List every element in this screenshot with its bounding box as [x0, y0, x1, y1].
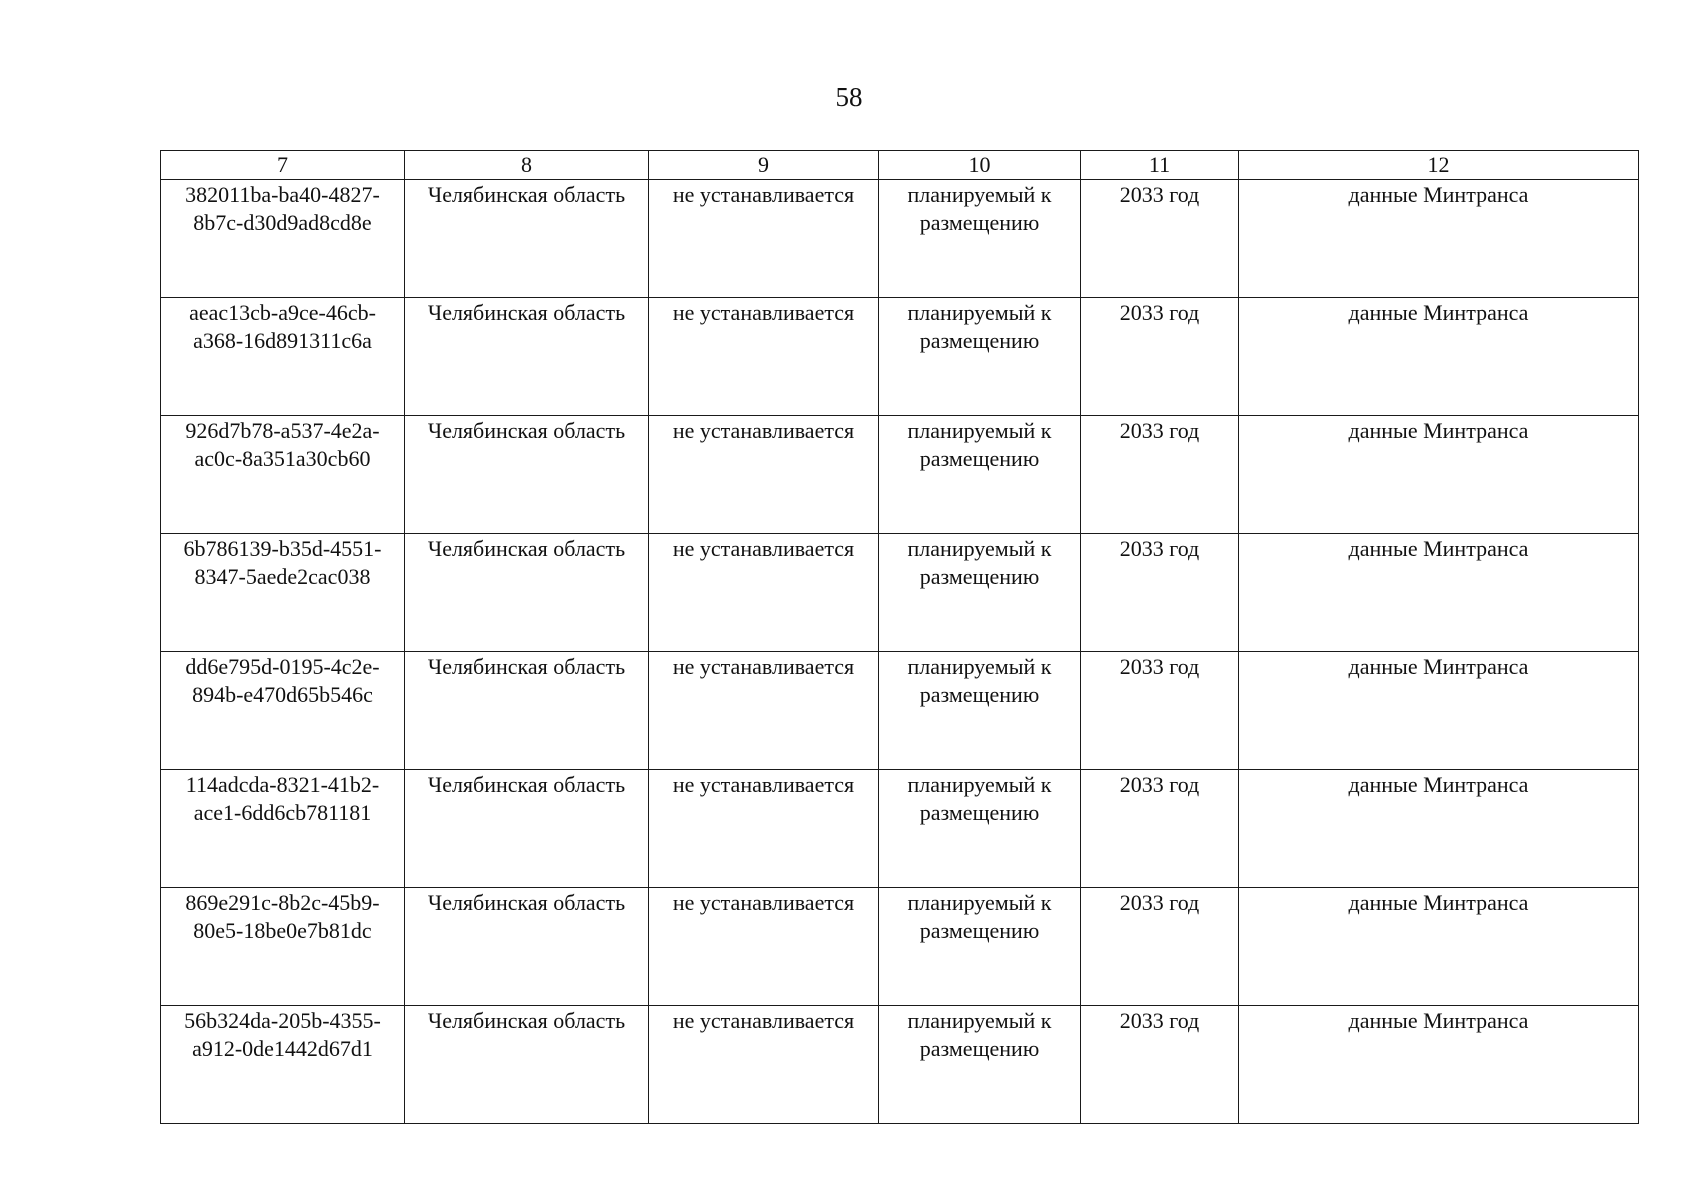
source-cell: [1239, 888, 1639, 1006]
significance: не устанавливается: [672, 772, 855, 797]
source-cell: [1239, 534, 1639, 652]
region-cell: [405, 180, 649, 298]
significance: не устанавливается: [672, 1008, 855, 1033]
object-id-cell: [161, 416, 405, 534]
object-id-cell: [161, 652, 405, 770]
status: планируемый к размещению: [907, 300, 1052, 353]
table-row: [161, 416, 1639, 534]
region-cell: [405, 1006, 649, 1124]
source: данные Минтранса: [1348, 182, 1529, 207]
column-header: 7: [161, 151, 405, 180]
object-id: 56b324da-205b-4355- a912-0de1442d67d1: [184, 1008, 381, 1061]
object-id: 926d7b78-a537-4e2a- ac0c-8a351a30cb60: [185, 418, 380, 471]
source-cell: [1239, 298, 1639, 416]
significance: не устанавливается: [672, 418, 855, 443]
significance-cell: [649, 298, 879, 416]
object-id: 6b786139-b35d-4551- 8347-5aede2cac038: [183, 536, 382, 589]
status-cell: [879, 298, 1081, 416]
status-cell: [879, 534, 1081, 652]
year-cell: [1081, 652, 1239, 770]
year: 2033 год: [1119, 654, 1200, 679]
object-id-cell: [161, 770, 405, 888]
year-cell: [1081, 534, 1239, 652]
object-id: 114adcda-8321-41b2- ace1-6dd6cb781181: [185, 772, 380, 825]
source: данные Минтранса: [1348, 1008, 1529, 1033]
region: Челябинская область: [427, 182, 626, 207]
source: данные Минтранса: [1348, 890, 1529, 915]
significance-cell: [649, 416, 879, 534]
year: 2033 год: [1119, 1008, 1200, 1033]
status-cell: [879, 1006, 1081, 1124]
year-cell: [1081, 1006, 1239, 1124]
year: 2033 год: [1119, 536, 1200, 561]
page-number: 58: [835, 82, 863, 112]
region: Челябинская область: [427, 772, 626, 797]
object-id: dd6e795d-0195-4c2e- 894b-e470d65b546c: [185, 654, 380, 707]
significance-cell: [649, 534, 879, 652]
region: Челябинская область: [427, 418, 626, 443]
significance: не устанавливается: [672, 182, 855, 207]
source-cell: [1239, 416, 1639, 534]
region-cell: [405, 416, 649, 534]
column-number-row: [161, 151, 1639, 180]
region-cell: [405, 652, 649, 770]
table-row: [161, 888, 1639, 1006]
region-cell: [405, 888, 649, 1006]
significance-cell: [649, 770, 879, 888]
significance: не устанавливается: [672, 890, 855, 915]
status: планируемый к размещению: [907, 536, 1052, 589]
region: Челябинская область: [427, 654, 626, 679]
column-header: 8: [405, 151, 649, 180]
region: Челябинская область: [427, 536, 626, 561]
source-cell: [1239, 770, 1639, 888]
year-cell: [1081, 416, 1239, 534]
column-header: 10: [879, 151, 1081, 180]
source: данные Минтранса: [1348, 772, 1529, 797]
status: планируемый к размещению: [907, 418, 1052, 471]
status: планируемый к размещению: [907, 890, 1052, 943]
significance-cell: [649, 180, 879, 298]
column-header: 12: [1239, 151, 1639, 180]
status: планируемый к размещению: [907, 654, 1052, 707]
year: 2033 год: [1119, 890, 1200, 915]
source: данные Минтранса: [1348, 654, 1529, 679]
status-cell: [879, 770, 1081, 888]
significance: не устанавливается: [672, 536, 855, 561]
year-cell: [1081, 180, 1239, 298]
object-id-cell: [161, 298, 405, 416]
status-cell: [879, 416, 1081, 534]
table-row: [161, 770, 1639, 888]
year-cell: [1081, 888, 1239, 1006]
significance: не устанавливается: [672, 300, 855, 325]
status: планируемый к размещению: [907, 772, 1052, 825]
status: планируемый к размещению: [907, 1008, 1052, 1061]
source: данные Минтранса: [1348, 300, 1529, 325]
object-id: 382011ba-ba40-4827- 8b7c-d30d9ad8cd8e: [185, 182, 380, 235]
region: Челябинская область: [427, 300, 626, 325]
status-cell: [879, 652, 1081, 770]
significance-cell: [649, 1006, 879, 1124]
column-header: 11: [1081, 151, 1239, 180]
region-cell: [405, 298, 649, 416]
year-cell: [1081, 298, 1239, 416]
status-cell: [879, 888, 1081, 1006]
year: 2033 год: [1119, 182, 1200, 207]
object-id-cell: [161, 180, 405, 298]
region-cell: [405, 770, 649, 888]
column-header: 9: [649, 151, 879, 180]
year: 2033 год: [1119, 300, 1200, 325]
source-cell: [1239, 652, 1639, 770]
source-cell: [1239, 180, 1639, 298]
year-cell: [1081, 770, 1239, 888]
status-cell: [879, 180, 1081, 298]
table-row: [161, 1006, 1639, 1124]
object-id-cell: [161, 1006, 405, 1124]
significance: не устанавливается: [672, 654, 855, 679]
region: Челябинская область: [427, 1008, 626, 1033]
status: планируемый к размещению: [907, 182, 1052, 235]
table-row: [161, 180, 1639, 298]
object-id-cell: [161, 534, 405, 652]
table-row: [161, 298, 1639, 416]
object-id-cell: [161, 888, 405, 1006]
year: 2033 год: [1119, 772, 1200, 797]
object-id: aeac13cb-a9ce-46cb- a368-16d891311c6a: [189, 300, 376, 353]
region: Челябинская область: [427, 890, 626, 915]
significance-cell: [649, 652, 879, 770]
table-row: [161, 534, 1639, 652]
region-cell: [405, 534, 649, 652]
object-id: 869e291c-8b2c-45b9- 80e5-18be0e7b81dc: [185, 890, 380, 943]
source-cell: [1239, 1006, 1639, 1124]
source: данные Минтранса: [1348, 536, 1529, 561]
significance-cell: [649, 888, 879, 1006]
year: 2033 год: [1119, 418, 1200, 443]
table-row: [161, 652, 1639, 770]
data-table: [160, 150, 1639, 1124]
source: данные Минтранса: [1348, 418, 1529, 443]
